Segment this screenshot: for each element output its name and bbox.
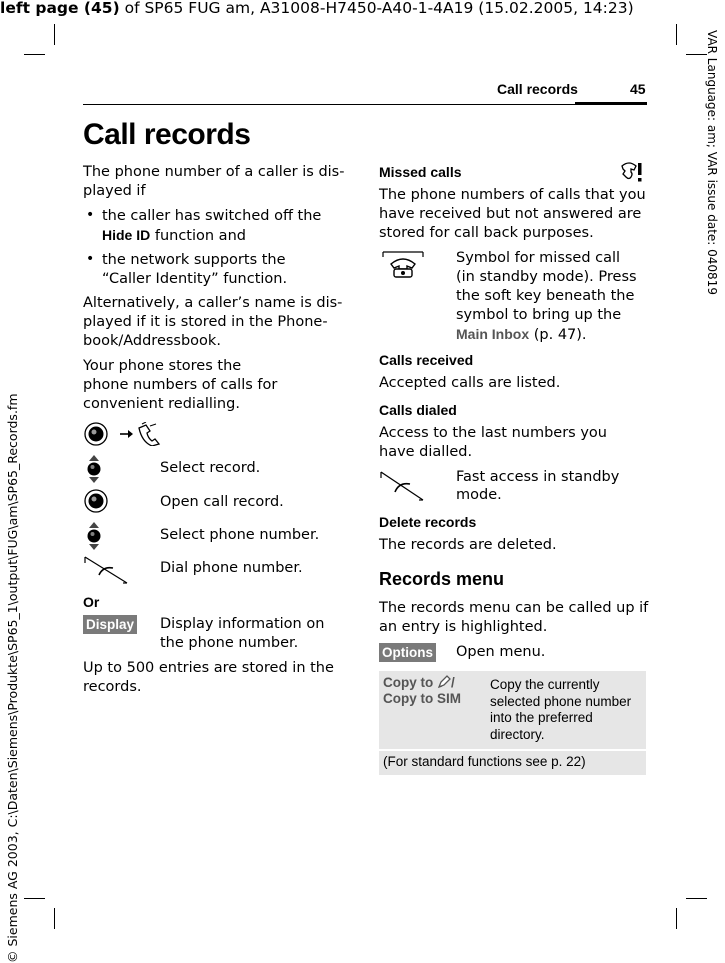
phone-handset-icon: [379, 250, 427, 280]
print-header: [0, 0, 634, 17]
dialed-desc-line: Access to the last numbers you: [379, 425, 607, 441]
calls-received-heading: Calls received: [379, 352, 474, 368]
header-rule: [83, 104, 647, 105]
copy-to-label: [383, 675, 455, 692]
page-title: Call records: [83, 118, 251, 151]
call-key-icon: [379, 470, 425, 502]
bullet-line: the caller has switched off the: [102, 208, 322, 224]
or-label: Or: [83, 594, 100, 610]
menu-desc-line: The records menu can be called up if: [379, 600, 649, 616]
print-header-page: left page (45): [0, 0, 120, 17]
slash: /: [451, 675, 455, 690]
bullet-line: “Caller Identity” function.: [102, 271, 288, 287]
display-desc-line: Display information on: [160, 616, 325, 632]
center-joystick-icon: [84, 489, 110, 515]
missed-desc-line: The phone numbers of calls that you: [379, 187, 646, 203]
upto-line: Up to 500 entries are stored in the: [83, 660, 334, 676]
up-down-joystick-icon: [84, 454, 104, 484]
table-footer-text: (For standard functions see p. 22): [383, 754, 586, 769]
page-number: 45: [630, 81, 646, 97]
center-joystick-icon: [85, 423, 107, 445]
file-path-note: © Siemens AG 2003, C:\Daten\Siemens\Produkte\SP65_1\output\FUG\am\SP65_Records.fm: [5, 393, 20, 963]
step-open-record: Open call record.: [160, 494, 284, 510]
symbol-desc-line: [456, 325, 587, 345]
copy-to-sim-label: Copy to SIM: [383, 691, 461, 706]
intro-line: played if: [83, 183, 146, 199]
crop-mark: [676, 908, 677, 929]
fast-access-line: Fast access in standby: [456, 469, 620, 485]
bullet-text: function and: [150, 228, 246, 244]
delete-records-text: The records are deleted.: [379, 537, 557, 553]
navigation-path: [84, 422, 164, 446]
calls-received-text: Accepted calls are listed.: [379, 375, 561, 391]
copy-desc-line: Copy the currently: [490, 677, 600, 692]
header-rule-thick: [575, 102, 647, 105]
upto-line: records.: [83, 679, 142, 695]
missed-calls-heading: Missed calls: [379, 164, 462, 180]
hide-id-key: Hide ID: [102, 227, 151, 243]
alt-line: played if it is stored in the Phone-: [83, 314, 328, 330]
copy-desc-line: into the preferred: [490, 710, 593, 725]
missed-desc-line: stored for call back purposes.: [379, 225, 594, 241]
copy-desc-line: directory.: [490, 727, 545, 742]
options-desc: Open menu.: [456, 644, 546, 660]
missed-desc-line: have received but not answered are: [379, 206, 642, 222]
bullet-line: the network supports the: [102, 252, 286, 268]
crop-mark: [54, 24, 55, 45]
bullet-line: [102, 226, 246, 246]
menu-desc-line: an entry is highlighted.: [379, 619, 548, 635]
up-down-joystick-icon: [84, 521, 104, 551]
step-select-record: Select record.: [160, 460, 261, 476]
alt-line: book/Addressbook.: [83, 333, 221, 349]
symbol-desc-line: (in standby mode). Press: [456, 269, 637, 285]
step-dial: Dial phone number.: [160, 560, 303, 576]
alt-line: Alternatively, a caller’s name is dis-: [83, 295, 343, 311]
symbol-desc-line: symbol to bring up the: [456, 307, 622, 323]
crop-mark: [676, 24, 677, 45]
main-inbox-key: Main Inbox: [456, 326, 530, 342]
crop-mark: [24, 54, 45, 55]
symbol-desc-line: the soft key beneath the: [456, 288, 635, 304]
stores-line: Your phone stores the: [83, 358, 242, 374]
crop-mark: [686, 54, 707, 55]
crop-mark: [686, 898, 707, 899]
crop-mark: [54, 908, 55, 929]
fast-access-line: mode.: [456, 487, 502, 503]
display-softkey[interactable]: Display: [83, 615, 137, 634]
dialed-desc-line: have dialled.: [379, 444, 473, 460]
running-head-title: Call records: [497, 81, 578, 97]
call-records-icon: [139, 422, 159, 446]
copy-to-text: Copy to: [383, 675, 437, 690]
display-desc-line: the phone number.: [160, 635, 299, 651]
records-menu-heading: Records menu: [379, 569, 505, 589]
phonebook-icon: [437, 675, 451, 689]
stores-line: convenient redialling.: [83, 396, 240, 412]
arrow-right-icon: [120, 430, 133, 438]
symbol-desc-line: Symbol for missed call: [456, 250, 621, 266]
print-header-doc: of SP65 FUG am, A31008-H7450-A40-1-4A19 (15.02.2005, 14:23): [119, 0, 634, 17]
intro-line: The phone number of a caller is dis-: [83, 164, 345, 180]
calls-dialed-heading: Calls dialed: [379, 402, 457, 418]
copy-desc-line: selected phone number: [490, 694, 632, 709]
bullet-dot: •: [86, 207, 95, 223]
call-key-icon: [83, 555, 129, 585]
step-select-number: Select phone number.: [160, 527, 320, 543]
delete-records-heading: Delete records: [379, 514, 477, 530]
var-language-note: VAR Language: am; VAR issue date: 040819: [705, 30, 719, 295]
crop-mark: [24, 898, 45, 899]
missed-call-icon: [616, 160, 644, 184]
bullet-dot: •: [86, 251, 95, 267]
stores-line: phone numbers of calls for: [83, 377, 278, 393]
options-softkey[interactable]: Options: [379, 643, 436, 662]
page-ref: (p. 47).: [529, 327, 587, 343]
